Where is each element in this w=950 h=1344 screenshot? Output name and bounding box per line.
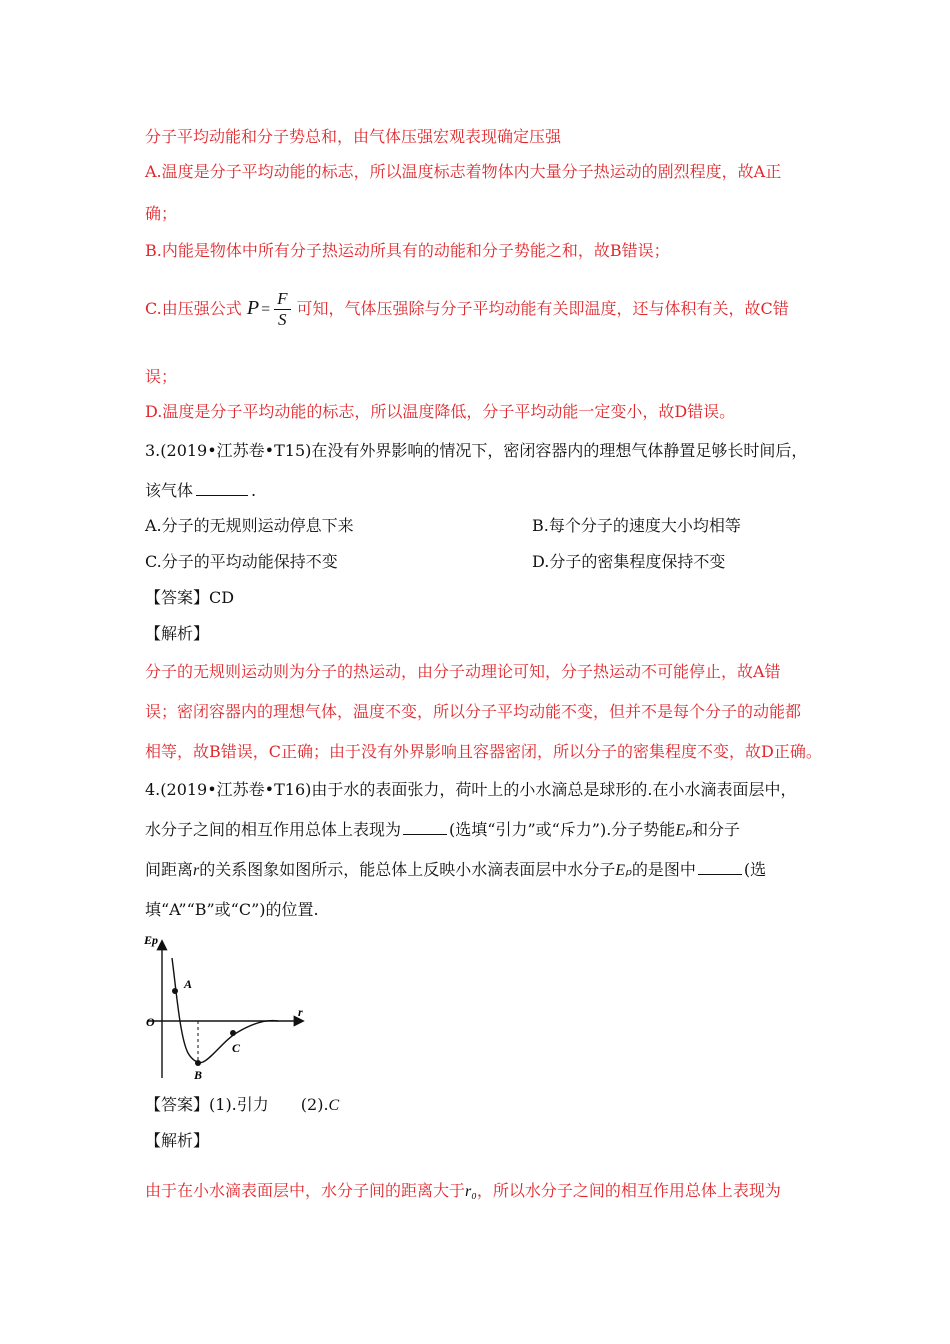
r0-symbol: r₀ [465, 1183, 477, 1200]
answer-label: 【答案】 [145, 588, 210, 607]
question-4-analysis-text-2: ，所以水分子之间的相互作用总体上表现为 [476, 1181, 781, 1200]
pressure-formula-fraction [274, 289, 290, 330]
question-4-stem-text-6: 的是图中 [631, 860, 696, 879]
potential-curve [172, 958, 278, 1063]
question-3-analysis-line3: 相等，故B错误，C正确；由于没有外界影响且容器密闭，所以分子的密集程度不变，故D正确。 [145, 742, 822, 761]
analysis-option-a-line2: 确； [145, 204, 178, 223]
analysis-option-c-line1 [145, 286, 789, 332]
analysis-option-c-line2: 误； [145, 367, 178, 386]
question-3-option-d: D.分子的密集程度保持不变 [532, 552, 726, 571]
x-axis-label: r [298, 1005, 303, 1019]
question-4-stem-text-4: 间距离 [145, 860, 194, 879]
analysis-option-d: D.温度是分子平均动能的标志，所以温度降低，分子平均动能一定变小，故D错误。 [145, 402, 736, 421]
fraction-numerator: F [274, 289, 290, 310]
answer-part-1: (1).引力 [209, 1095, 269, 1114]
question-4-stem-line1: 4.(2019•江苏卷•T16)由于水的表面张力，荷叶上的小水滴总是球形的.在小水滴表面层中， [145, 780, 797, 799]
analysis-option-c-suffix: 可知，气体压强除与分子平均动能有关即温度，还与体积有关，故C错 [296, 299, 789, 318]
question-4-analysis-line1 [145, 1180, 781, 1203]
question-3-analysis-line2: 误；密闭容器内的理想气体，温度不变，所以分子平均动能不变，但并不是每个分子的动能都 [145, 702, 802, 721]
question-4-stem-text-5: 的关系图象如图所示，能总体上反映小水滴表面层中水分子 [199, 860, 616, 879]
ep-symbol: Eₚ [675, 822, 692, 839]
fraction-denominator: S [278, 310, 287, 329]
answer-label-2: 【答案】 [145, 1095, 210, 1114]
question-4-stem-text: 水分子之间的相互作用总体上表现为 [145, 820, 402, 839]
point-a-dot [172, 988, 178, 994]
equals-sign: = [261, 301, 271, 318]
y-axis-label: Ep [144, 933, 159, 947]
question-3-stem-text: 该气体 [145, 481, 194, 500]
question-3-analysis-line1: 分子的无规则运动则为分子的热运动，由分子动理论可知，分子热运动不可能停止，故A错 [145, 662, 781, 681]
answer-value: CD [209, 588, 235, 607]
answer-blank-2 [698, 874, 742, 875]
question-3-stem-line1: 3.(2019•江苏卷•T15)在没有外界影响的情况下，密闭容器内的理想气体静置足够长时间后， [145, 441, 808, 460]
question-4-stem-line4: 填“A”“B”或“C”)的位置. [145, 900, 319, 919]
question-4-stem-text-3: 和分子 [691, 820, 740, 839]
question-4-answer [145, 1094, 339, 1117]
point-c-label: C [232, 1041, 241, 1055]
analysis-option-c-prefix: C.由压强公式 [145, 299, 242, 318]
question-3-stem-line2 [145, 480, 256, 502]
potential-energy-graph [140, 928, 315, 1080]
question-4-stem-text-7: (选 [743, 860, 767, 879]
point-b-label: B [194, 1068, 203, 1080]
answer-blank-1 [403, 834, 447, 835]
question-3-option-c: C.分子的平均动能保持不变 [145, 552, 338, 571]
question-4-analysis-label: 【解析】 [145, 1131, 210, 1150]
point-c-dot [230, 1030, 236, 1036]
question-3-analysis-label: 【解析】 [145, 624, 210, 643]
analysis-option-a-line1: A.温度是分子平均动能的标志，所以温度标志着物体内大量分子热运动的剧烈程度，故A正 [145, 162, 782, 181]
pressure-symbol: P [246, 297, 260, 319]
answer-part-2: (2). [300, 1095, 329, 1114]
r-symbol: r [193, 862, 200, 879]
answer-blank [196, 495, 248, 496]
question-4-stem-line3 [145, 859, 766, 882]
question-3-stem-end: . [251, 481, 257, 500]
question-3-option-b: B.每个分子的速度大小均相等 [532, 516, 741, 535]
answer-part-2-value: C [328, 1097, 340, 1114]
question-4-analysis-text: 由于在小水滴表面层中，水分子间的距离大于 [145, 1181, 466, 1200]
question-3-option-a: A.分子的无规则运动停息下来 [145, 516, 354, 535]
origin-label: O [146, 1015, 155, 1029]
analysis-option-b: B.内能是物体中所有分子热运动所具有的动能和分子势能之和，故B错误； [145, 241, 670, 260]
ep-symbol-2: Eₚ [615, 862, 632, 879]
point-a-label: A [184, 977, 193, 991]
point-b-dot [195, 1060, 201, 1066]
question-4-stem-line2 [145, 819, 740, 842]
question-3-answer [145, 587, 234, 609]
analysis-intro-line: 分子平均动能和分子势总和，由气体压强宏观表现确定压强 [145, 127, 562, 146]
question-4-stem-text-2: (选填“引力”或“斥力”).分子势能 [449, 820, 676, 839]
